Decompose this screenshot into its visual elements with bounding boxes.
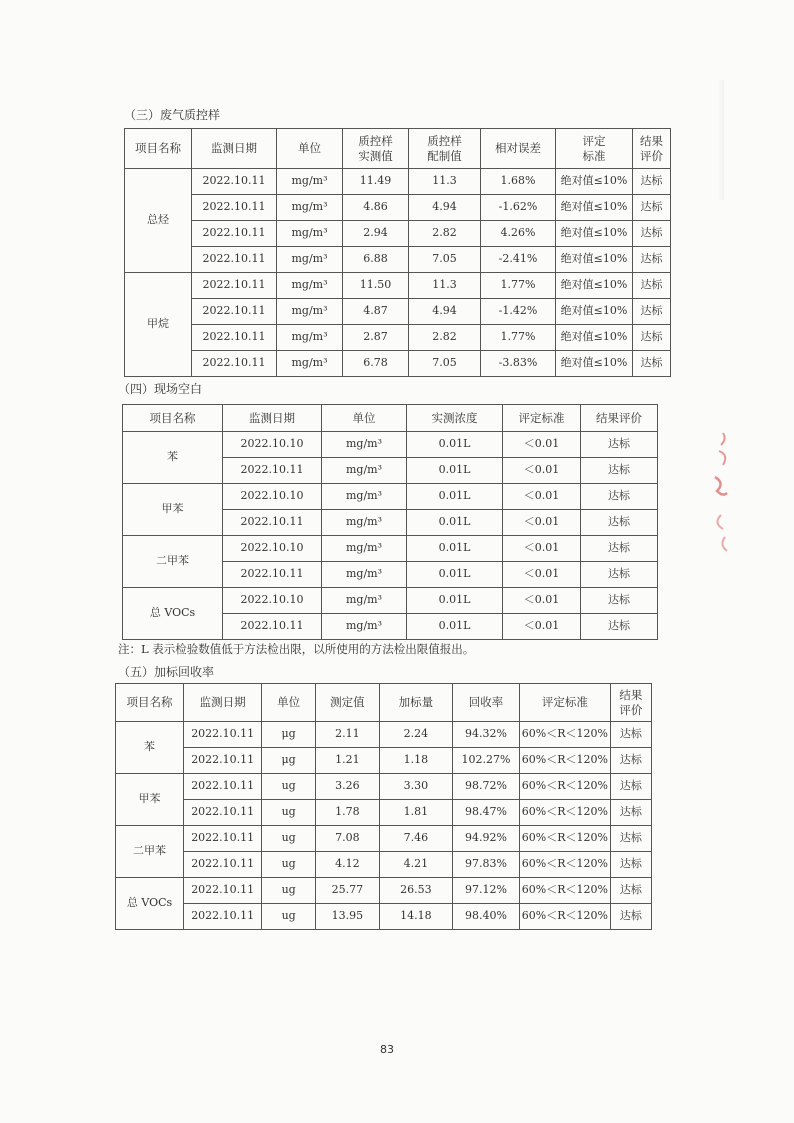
table-row (125, 325, 671, 351)
column-header: 评定 标准 (556, 129, 633, 169)
item-name-cell: 苯 (116, 722, 184, 774)
table-cell: 绝对值≤10% (556, 247, 633, 273)
table-cell: 绝对值≤10% (556, 195, 633, 221)
table-row (123, 484, 658, 510)
field-blank-table (122, 404, 658, 640)
table-cell: 60%＜R＜120% (520, 826, 611, 852)
table-cell: 98.40% (453, 904, 520, 930)
table-cell: 2022.10.11 (192, 247, 277, 273)
table-row (123, 432, 658, 458)
section4-title: （四）现场空白 (118, 382, 203, 396)
column-header: 加标量 (379, 684, 452, 722)
table-cell: μg (262, 748, 316, 774)
table-cell: 达标 (633, 299, 671, 325)
table-cell: mg/m³ (322, 536, 407, 562)
column-header: 项目名称 (123, 405, 223, 432)
table-cell: -1.42% (481, 299, 556, 325)
table-row (116, 852, 652, 878)
table-row (123, 536, 658, 562)
table-cell: 绝对值≤10% (556, 169, 633, 195)
table-cell: 2022.10.11 (192, 221, 277, 247)
table-cell: 2022.10.11 (192, 169, 277, 195)
table-cell: 达标 (633, 169, 671, 195)
table-cell: 2.94 (343, 221, 409, 247)
table-cell: mg/m³ (322, 562, 407, 588)
column-header: 单位 (262, 684, 316, 722)
table-cell: 94.32% (453, 722, 520, 748)
table-cell: ug (262, 800, 316, 826)
table-cell: 11.3 (409, 273, 481, 299)
table-row (116, 800, 652, 826)
table-cell: 7.05 (409, 351, 481, 377)
table-cell: mg/m³ (277, 299, 343, 325)
item-name-cell: 总 VOCs (116, 878, 184, 930)
section5-title: （五）加标回收率 (118, 665, 215, 679)
table-cell: 2022.10.11 (184, 826, 262, 852)
table-cell: 60%＜R＜120% (520, 878, 611, 904)
spike-recovery-table (115, 683, 652, 930)
table-cell: 达标 (610, 722, 651, 748)
column-header: 质控样 实测值 (343, 129, 409, 169)
table-cell: ug (262, 878, 316, 904)
table-cell: 26.53 (379, 878, 452, 904)
table-cell: 达标 (581, 484, 658, 510)
table-cell: 绝对值≤10% (556, 325, 633, 351)
table-cell: 6.78 (343, 351, 409, 377)
table-cell: 0.01L (407, 484, 503, 510)
table-cell: 0.01L (407, 562, 503, 588)
column-header: 实测浓度 (407, 405, 503, 432)
scan-edge-shadow (718, 80, 724, 200)
item-name-cell: 甲烷 (125, 273, 192, 377)
table-cell: 达标 (581, 614, 658, 640)
column-header: 评定标准 (520, 684, 611, 722)
table-row (116, 748, 652, 774)
table-cell: 2022.10.10 (223, 588, 322, 614)
table-cell: 达标 (610, 748, 651, 774)
item-name-cell: 苯 (123, 432, 223, 484)
table-cell: 7.08 (315, 826, 379, 852)
column-header: 单位 (277, 129, 343, 169)
table-cell: 98.47% (453, 800, 520, 826)
table-cell: 绝对值≤10% (556, 351, 633, 377)
table-cell: 2022.10.11 (192, 195, 277, 221)
table-row (125, 195, 671, 221)
table-cell: 1.81 (379, 800, 452, 826)
column-header: 测定值 (315, 684, 379, 722)
table-cell: 达标 (633, 325, 671, 351)
table-cell: 60%＜R＜120% (520, 904, 611, 930)
page-number: 83 (380, 1043, 394, 1056)
table-cell: 绝对值≤10% (556, 221, 633, 247)
table-cell: 达标 (581, 458, 658, 484)
table-cell: 2022.10.11 (184, 878, 262, 904)
column-header: 单位 (322, 405, 407, 432)
table-cell: 达标 (633, 273, 671, 299)
table-cell: 2.24 (379, 722, 452, 748)
table-cell: ＜0.01 (503, 588, 581, 614)
table-cell: 2022.10.11 (192, 351, 277, 377)
table-cell: 2022.10.11 (192, 299, 277, 325)
table-cell: 绝对值≤10% (556, 299, 633, 325)
column-header: 回收率 (453, 684, 520, 722)
table-cell: 达标 (610, 904, 651, 930)
table-cell: mg/m³ (277, 351, 343, 377)
table-cell: 达标 (610, 774, 651, 800)
table-cell: ＜0.01 (503, 510, 581, 536)
table-cell: 2.82 (409, 325, 481, 351)
column-header: 结果 评价 (610, 684, 651, 722)
table-cell: ＜0.01 (503, 614, 581, 640)
table-cell: 97.12% (453, 878, 520, 904)
table-cell: mg/m³ (277, 325, 343, 351)
table-cell: 达标 (581, 588, 658, 614)
table-cell: 2022.10.11 (184, 800, 262, 826)
table-cell: 2022.10.11 (223, 510, 322, 536)
table-cell: 11.49 (343, 169, 409, 195)
table-row (125, 247, 671, 273)
table-cell: 0.01L (407, 432, 503, 458)
table-row (125, 299, 671, 325)
table-cell: -2.41% (481, 247, 556, 273)
column-header: 评定标准 (503, 405, 581, 432)
column-header: 结果 评价 (633, 129, 671, 169)
table-cell: 达标 (581, 510, 658, 536)
table-cell: ug (262, 852, 316, 878)
table-cell: ＜0.01 (503, 484, 581, 510)
table-cell: mg/m³ (277, 221, 343, 247)
table-cell: mg/m³ (322, 588, 407, 614)
table-cell: 2022.10.11 (223, 562, 322, 588)
table-cell: 达标 (581, 562, 658, 588)
table-cell: ug (262, 826, 316, 852)
table-cell: 1.77% (481, 273, 556, 299)
table-cell: 60%＜R＜120% (520, 774, 611, 800)
table-cell: ＜0.01 (503, 458, 581, 484)
table-cell: 2022.10.10 (223, 432, 322, 458)
table-cell: 1.21 (315, 748, 379, 774)
table-cell: 4.94 (409, 195, 481, 221)
table-cell: mg/m³ (277, 247, 343, 273)
table-cell: 7.46 (379, 826, 452, 852)
column-header: 质控样 配制值 (409, 129, 481, 169)
table-cell: 2022.10.10 (223, 484, 322, 510)
table-cell: 2022.10.11 (184, 904, 262, 930)
table-cell: 3.30 (379, 774, 452, 800)
column-header: 监测日期 (184, 684, 262, 722)
table-cell: 达标 (633, 221, 671, 247)
table-cell: 98.72% (453, 774, 520, 800)
table-cell: 25.77 (315, 878, 379, 904)
table-cell: 13.95 (315, 904, 379, 930)
table-cell: 1.68% (481, 169, 556, 195)
table-cell: 2022.10.11 (192, 325, 277, 351)
table-cell: 60%＜R＜120% (520, 800, 611, 826)
table-cell: 2.82 (409, 221, 481, 247)
table-row (125, 169, 671, 195)
table-cell: 2022.10.11 (184, 722, 262, 748)
table-cell: ＜0.01 (503, 432, 581, 458)
table-cell: 2022.10.11 (223, 614, 322, 640)
table-cell: mg/m³ (277, 273, 343, 299)
footnote: 注：L 表示检验数值低于方法检出限，以所使用的方法检出限值报出。 (118, 642, 475, 656)
table-cell: mg/m³ (322, 510, 407, 536)
table-cell: 0.01L (407, 458, 503, 484)
table-cell: mg/m³ (277, 169, 343, 195)
table-cell: 达标 (610, 800, 651, 826)
item-name-cell: 甲苯 (123, 484, 223, 536)
table-cell: 4.94 (409, 299, 481, 325)
column-header: 相对误差 (481, 129, 556, 169)
table-cell: 102.27% (453, 748, 520, 774)
table-cell: 11.50 (343, 273, 409, 299)
table-cell: 2022.10.11 (192, 273, 277, 299)
table-cell: ug (262, 774, 316, 800)
table-cell: 达标 (581, 536, 658, 562)
table-cell: 2022.10.11 (223, 458, 322, 484)
table-cell: 60%＜R＜120% (520, 748, 611, 774)
column-header: 结果评价 (581, 405, 658, 432)
table-cell: 0.01L (407, 510, 503, 536)
table-cell: 60%＜R＜120% (520, 722, 611, 748)
column-header: 监测日期 (192, 129, 277, 169)
table-cell: 4.87 (343, 299, 409, 325)
table-cell: 0.01L (407, 588, 503, 614)
table-cell: ＜0.01 (503, 536, 581, 562)
table-cell: 1.18 (379, 748, 452, 774)
table-cell: 达标 (633, 195, 671, 221)
table-cell: ＜0.01 (503, 562, 581, 588)
table-cell: ug (262, 904, 316, 930)
table-cell: -1.62% (481, 195, 556, 221)
table-row (125, 221, 671, 247)
item-name-cell: 二甲苯 (123, 536, 223, 588)
table-row (116, 722, 652, 748)
table-cell: 达标 (581, 432, 658, 458)
table-cell: 0.01L (407, 536, 503, 562)
column-header: 项目名称 (116, 684, 184, 722)
table-cell: 绝对值≤10% (556, 273, 633, 299)
item-name-cell: 甲苯 (116, 774, 184, 826)
table-row (116, 826, 652, 852)
item-name-cell: 总 VOCs (123, 588, 223, 640)
table-cell: 4.21 (379, 852, 452, 878)
table-cell: mg/m³ (322, 458, 407, 484)
table-cell: 1.77% (481, 325, 556, 351)
table-cell: 达标 (610, 826, 651, 852)
table-row (116, 774, 652, 800)
table-row (116, 904, 652, 930)
item-name-cell: 总烃 (125, 169, 192, 273)
section3-title: （三）废气质控样 (124, 108, 221, 122)
table-cell: 2.11 (315, 722, 379, 748)
table-row (125, 351, 671, 377)
table-cell: 2022.10.10 (223, 536, 322, 562)
table-cell: 4.86 (343, 195, 409, 221)
column-header: 监测日期 (223, 405, 322, 432)
red-seal-fragment (705, 425, 735, 565)
table-cell: 1.78 (315, 800, 379, 826)
table-cell: mg/m³ (322, 614, 407, 640)
table-cell: 达标 (610, 852, 651, 878)
table-cell: mg/m³ (322, 484, 407, 510)
table-cell: 2.87 (343, 325, 409, 351)
qc-sample-table (124, 128, 671, 377)
table-cell: 3.26 (315, 774, 379, 800)
item-name-cell: 二甲苯 (116, 826, 184, 878)
table-cell: 2022.10.11 (184, 852, 262, 878)
table-cell: 0.01L (407, 614, 503, 640)
table-cell: 4.12 (315, 852, 379, 878)
table-cell: -3.83% (481, 351, 556, 377)
table-cell: 97.83% (453, 852, 520, 878)
table-cell: 达标 (610, 878, 651, 904)
table-cell: 11.3 (409, 169, 481, 195)
column-header: 项目名称 (125, 129, 192, 169)
table-cell: 2022.10.11 (184, 774, 262, 800)
table-cell: 6.88 (343, 247, 409, 273)
table-cell: 7.05 (409, 247, 481, 273)
table-row (125, 273, 671, 299)
table-cell: μg (262, 722, 316, 748)
table-row (123, 588, 658, 614)
table-cell: 4.26% (481, 221, 556, 247)
table-cell: 14.18 (379, 904, 452, 930)
table-cell: 94.92% (453, 826, 520, 852)
table-cell: 达标 (633, 247, 671, 273)
table-cell: 2022.10.11 (184, 748, 262, 774)
table-row (116, 878, 652, 904)
table-cell: mg/m³ (277, 195, 343, 221)
table-cell: 60%＜R＜120% (520, 852, 611, 878)
table-cell: 达标 (633, 351, 671, 377)
table-cell: mg/m³ (322, 432, 407, 458)
